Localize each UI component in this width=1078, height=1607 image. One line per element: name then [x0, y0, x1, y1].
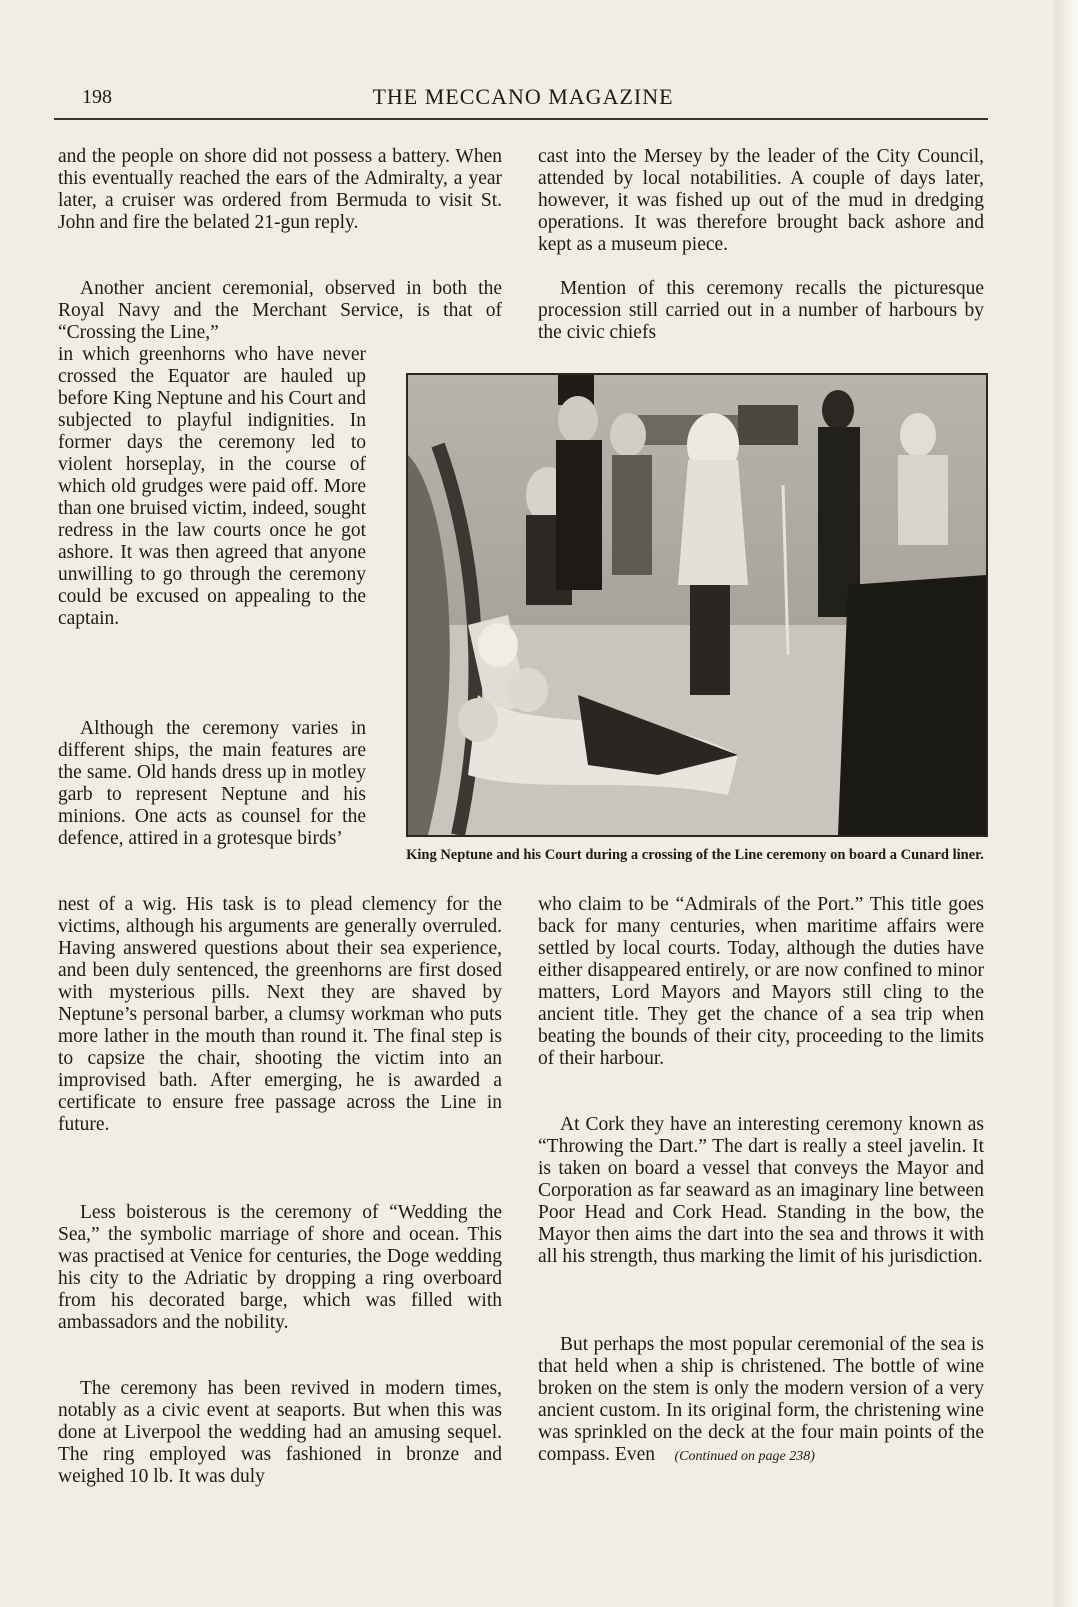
left-paragraph-3-continued: nest of a wig. His task is to plead clemency for the victims, although his arguments are generally overruled. Having answered questions about their sea experience, and been duly sentenced, the greenhorns are first dosed with mysterious pills. Next they are shaved by Neptune’s personal barber, a clumsy workman who puts more lather in the mouth than round it. The final step is to capsize the chair, shooting the victim into an improvised bath. After emerging, he is awarded a certificate to ensure free passage across the Line in future. [58, 894, 502, 1135]
right-paragraph-5-text: But perhaps the most popular ceremonial of the sea is that held when a ship is christened. The bottle of wine broken on the stem is only the modern version of a very ancient custom. In its original form, the christening wine was sprinkled on the deck at the four main points of the compass. Even [538, 1334, 984, 1465]
header-rule [54, 118, 988, 120]
left-paragraph-3: Although the ceremony varies in different ships, the main features are the same. Old hands dress up in motley garb to represent Neptune and his minions. One acts as counsel for the defence, attired in a grotesque birds’ [58, 718, 366, 849]
foreground-figure [838, 575, 986, 835]
right-paragraph-1: cast into the Mersey by the leader of the City Council, attended by local notabilities. A couple of days later, however, it was fished up out of the mud in dredging operations. It was therefore brought back ashore and kept as a museum piece. [538, 146, 984, 255]
photo-caption: King Neptune and his Court during a crossing of the Line ceremony on board a Cunard liner. [406, 847, 984, 863]
left-paragraph-2: Another ancient ceremonial, observed in both the Royal Navy and the Merchant Service, is that of “Crossing the Line,” [58, 278, 502, 343]
left-paragraph-2-continued: in which greenhorns who have never crossed the Equator are hauled up before King Neptune and his Court and subjected to playful indignities. In former days the ceremony led to violent horseplay, in the course of which old grudges were paid off. More than one bruised victim, indeed, sought redress in the law courts once he got ashore. It was then agreed that anyone unwilling to go through the ceremony could be excused on appealing to the captain. [58, 344, 366, 629]
neptune-court-photo [406, 373, 988, 837]
magazine-title: THE MECCANO MAGAZINE [372, 84, 674, 109]
right-paragraph-2: Mention of this ceremony recalls the picturesque procession still carried out in a number of harbours by the civic chiefs [538, 278, 984, 343]
right-paragraph-4: At Cork they have an interesting ceremony known as “Throwing the Dart.” The dart is really a steel javelin. It is taken on board a vessel that conveys the Mayor and Corporation as far seaward as an imaginary line between Poor Head and Cork Head. Standing in the bow, the Mayor then aims the dart into the sea and throws it with all his strength, thus marking the limit of his jurisdiction. [538, 1114, 984, 1267]
left-paragraph-4: Less boisterous is the ceremony of “Wedding the Sea,” the symbolic marriage of shore and ocean. This was practised at Venice for centuries, the Doge wedding his city to the Adriatic by dropping a ring overboard from his decorated barge, which was filled with ambassadors and the nobility. [58, 1202, 502, 1333]
left-paragraph-5: The ceremony has been revived in modern times, notably as a civic event at seaports. But when this was done at Liverpool the wedding had an amusing sequel. The ring employed was fashioned in bronze and weighed 10 lb. It was duly [58, 1378, 502, 1487]
page-number: 198 [82, 86, 112, 108]
page-edge [1054, 0, 1078, 1607]
continued-note: (Continued on page 238) [674, 1449, 815, 1464]
flag [738, 405, 798, 445]
photo-illustration [408, 375, 986, 835]
left-paragraph-1: and the people on shore did not possess a battery. When this eventually reached the ears of the Admiralty, a year later, a cruiser was ordered from Bermuda to visit St. John and fire the belated 21-gun reply. [58, 146, 502, 233]
right-paragraph-3: who claim to be “Admirals of the Port.” This title goes back for many centuries, when maritime affairs were settled by local courts. Today, although the duties have either disappeared entirely, or are now confined to minor matters, Lord Mayors and Mayors still cling to the ancient title. They get the chance of a sea trip when beating the bounds of their city, proceeding to the limits of their harbour. [538, 894, 984, 1069]
page-header [58, 86, 988, 116]
right-paragraph-5 [538, 1334, 984, 1468]
